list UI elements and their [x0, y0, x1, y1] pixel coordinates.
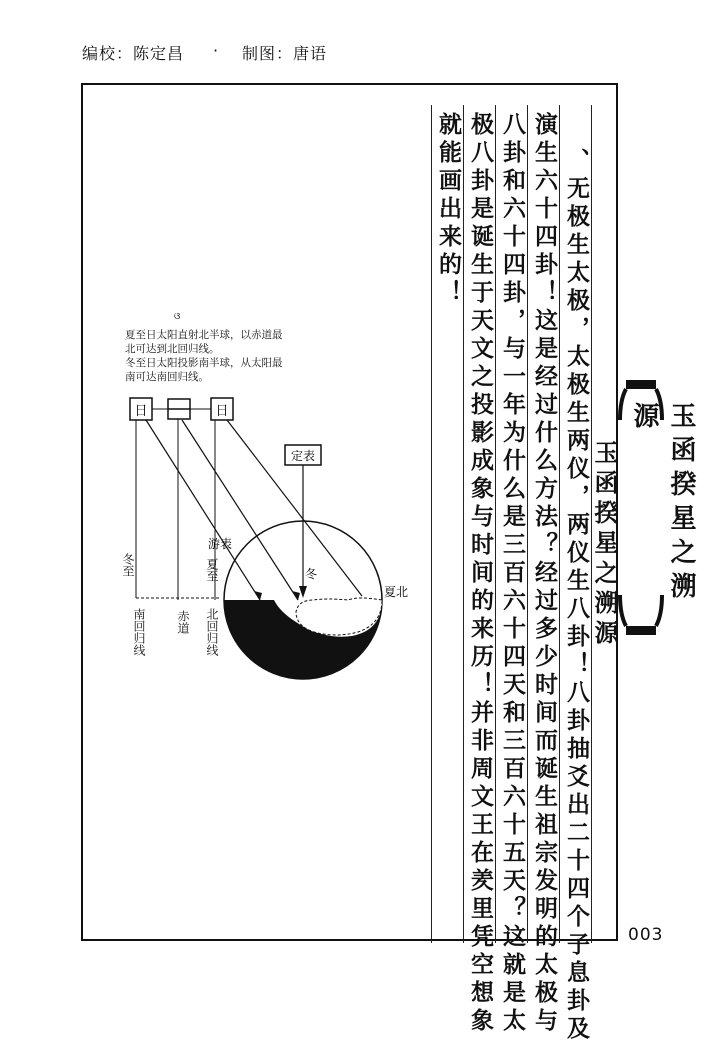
column-rule	[463, 105, 464, 943]
column-rule	[559, 105, 560, 943]
you-biao-label: 游表	[208, 537, 233, 551]
side-tab-title: 玉函揆星之溯源	[629, 402, 696, 606]
summer-solstice-label: 夏至	[205, 558, 219, 582]
column-rule	[527, 105, 528, 943]
editor-credit: 编校：陈定昌	[82, 44, 185, 63]
article-title: 玉函揆星之溯源	[590, 440, 619, 650]
header-separator: ·	[213, 41, 220, 60]
text-column-3: 八卦和六十四卦，与一年为什么是三百六十四天和三百六十五天？这就是太	[499, 112, 526, 1036]
column-rule	[431, 105, 432, 943]
note-line: 南可达南回归线。	[125, 371, 209, 383]
page-number: 003	[628, 925, 664, 945]
tropic-south-label: 南回归线	[132, 608, 146, 656]
designer-credit: 制图：唐语	[242, 44, 328, 63]
sun-label-summer: 日	[215, 404, 229, 419]
gnomon-label: 定表	[290, 449, 316, 463]
text-column-5: 就能画出来的！	[435, 112, 462, 308]
text-column-1: 、无极生太极，太极生两仪，两仪生八卦！八卦抽爻出二十四个子息卦及	[563, 148, 590, 1044]
side-tab	[618, 380, 696, 635]
text-column-2: 演生六十四卦！这是经过什么方法？经过多少时间而诞生祖宗发明的太极与	[531, 112, 558, 1036]
note-line: 冬至日太阳投影南半球，从太阳最	[125, 357, 283, 369]
equator-label: 赤道	[176, 610, 190, 634]
winter-solstice-label: 冬至	[121, 553, 135, 577]
tropic-north-label: 北回归线	[205, 608, 219, 656]
article-body	[420, 100, 619, 1044]
text-column-4: 极八卦是诞生于天文之投影成象与时间的来历！并非周文王在羑里凭空想象	[467, 112, 494, 1036]
winter-short-label: 冬	[305, 567, 318, 581]
summer-north-label: 夏北	[384, 585, 409, 599]
column-rule	[495, 105, 496, 943]
note-line: 北可达到北回归线。	[125, 343, 220, 355]
stray-mark: ଓ	[174, 312, 181, 322]
note-line: 夏至日太阳直射北半球，以赤道最	[125, 329, 283, 341]
sun-label-winter: 日	[134, 404, 148, 419]
